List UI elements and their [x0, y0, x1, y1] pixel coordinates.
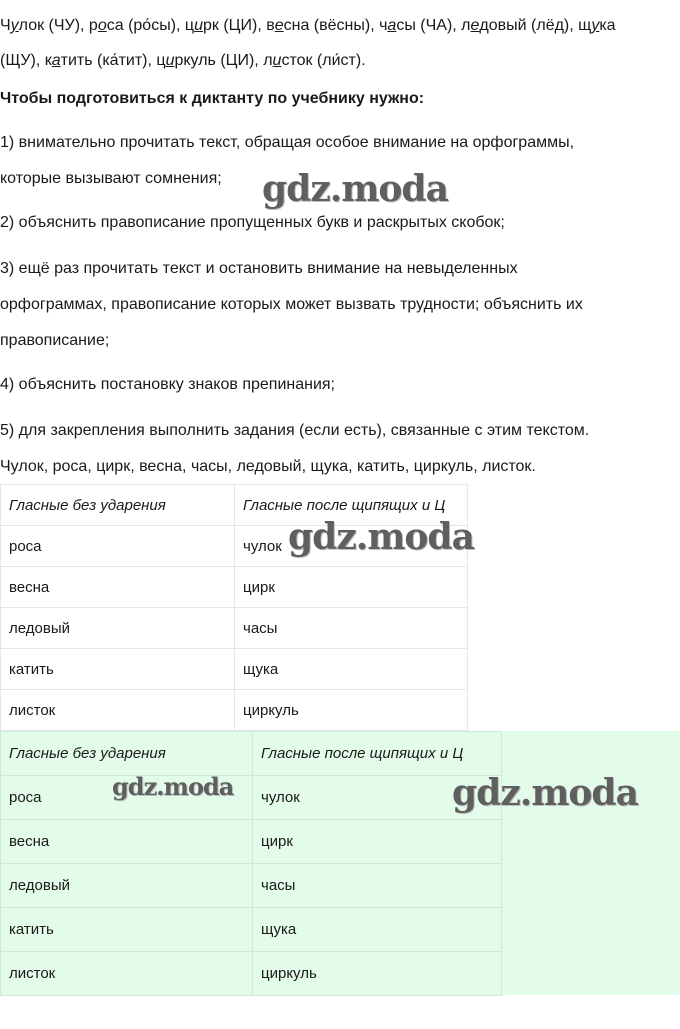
table-header-cell: Гласные без ударения: [1, 732, 253, 776]
intro-text: (ЩУ), к: [0, 52, 52, 69]
table-cell: щука: [235, 649, 468, 690]
unstressed-vowel: а: [51, 52, 61, 69]
table-cell: цирк: [253, 820, 502, 864]
table-cell: циркуль: [253, 952, 502, 996]
intro-text: лок (ЧУ), р: [18, 17, 98, 34]
unstressed-vowel: и: [194, 17, 203, 34]
table-cell: ледовый: [1, 864, 253, 908]
intro-text: сы (ЧА), л: [396, 17, 471, 34]
intro-text: рк (ЦИ), в: [202, 17, 275, 34]
unstressed-vowel: е: [470, 17, 480, 34]
table-header-cell: Гласные после щипящих и Ц: [235, 485, 468, 526]
table-cell: щука: [253, 908, 502, 952]
intro-text: ка: [599, 17, 616, 34]
table-row: [1, 820, 502, 864]
intro-text: Ч: [0, 17, 11, 34]
unstressed-vowel: о: [97, 17, 107, 34]
table-cell: весна: [1, 820, 253, 864]
table-cell: роса: [1, 776, 253, 820]
table-cell: циркуль: [235, 690, 468, 731]
table-cell: катить: [1, 908, 253, 952]
table-cell: чулок: [253, 776, 502, 820]
watermark: gdz.moda: [452, 772, 638, 814]
intro-line-2: [0, 50, 366, 72]
table-cell: часы: [253, 864, 502, 908]
table-cell: катить: [1, 649, 235, 690]
intro-text: довый (лёд), щ: [479, 17, 592, 34]
table-cell: весна: [1, 567, 235, 608]
unstressed-vowel: и: [272, 52, 282, 69]
step-1-line-1: 1) внимательно прочитать текст, обращая особое внимание на орфограммы,: [0, 134, 575, 151]
step-3-line-3: правописание;: [0, 332, 110, 349]
spelling-table-highlighted: [0, 731, 502, 996]
table-row: [1, 952, 502, 996]
table-row: [1, 567, 468, 608]
unstressed-vowel: а: [387, 17, 397, 34]
table-row: [1, 690, 468, 731]
instructions-heading: Чтобы подготовиться к диктанту по учебнику нужно:: [0, 90, 425, 107]
watermark: gdz.moda: [112, 772, 234, 801]
intro-text: сток (ли́ст).: [281, 52, 366, 69]
step-1-line-2: которые вызывают сомнения;: [0, 170, 222, 187]
table-cell: листок: [1, 690, 235, 731]
unstressed-vowel: у: [591, 17, 600, 34]
unstressed-vowel: у: [10, 17, 19, 34]
table-row: [1, 776, 502, 820]
table-cell: чулок: [235, 526, 468, 567]
watermark: gdz.moda: [288, 516, 474, 558]
unstressed-vowel: и: [165, 52, 175, 69]
table-cell: роса: [1, 526, 235, 567]
intro-text: тить (ка́тит), ц: [60, 52, 166, 69]
table-header-cell: Гласные после щипящих и Ц: [253, 732, 502, 776]
step-2: 2) объяснить правописание пропущенных букв и раскрытых скобок;: [0, 214, 505, 231]
table-header-cell: Гласные без ударения: [1, 485, 235, 526]
step-3-line-2: орфограммах, правописание которых может вызвать трудности; объяснить их: [0, 296, 583, 313]
table-cell: цирк: [235, 567, 468, 608]
intro-text: са (ро́сы), ц: [106, 17, 195, 34]
table-row: [1, 608, 468, 649]
table-cell: листок: [1, 952, 253, 996]
table-row: [1, 649, 468, 690]
highlighted-table-block: [0, 731, 680, 995]
unstressed-vowel: е: [274, 17, 284, 34]
watermark: gdz.moda: [262, 168, 448, 210]
step-4: 4) объяснить постановку знаков препинания;: [0, 376, 335, 393]
table-header-row: [1, 732, 502, 776]
table-row: [1, 864, 502, 908]
table-row: [1, 908, 502, 952]
intro-text: сна (вёсны), ч: [283, 17, 388, 34]
table-cell: ледовый: [1, 608, 235, 649]
table-cell: часы: [235, 608, 468, 649]
intro-text: ркуль (ЦИ), л: [174, 52, 273, 69]
step-3-line-1: 3) ещё раз прочитать текст и остановить внимание на невыделенных: [0, 260, 518, 277]
step-5: 5) для закрепления выполнить задания (если есть), связанные с этим текстом.: [0, 422, 590, 439]
word-list: Чулок, роса, цирк, весна, часы, ледовый, щука, катить, циркуль, листок.: [0, 458, 536, 475]
intro-line-1: [0, 15, 616, 37]
